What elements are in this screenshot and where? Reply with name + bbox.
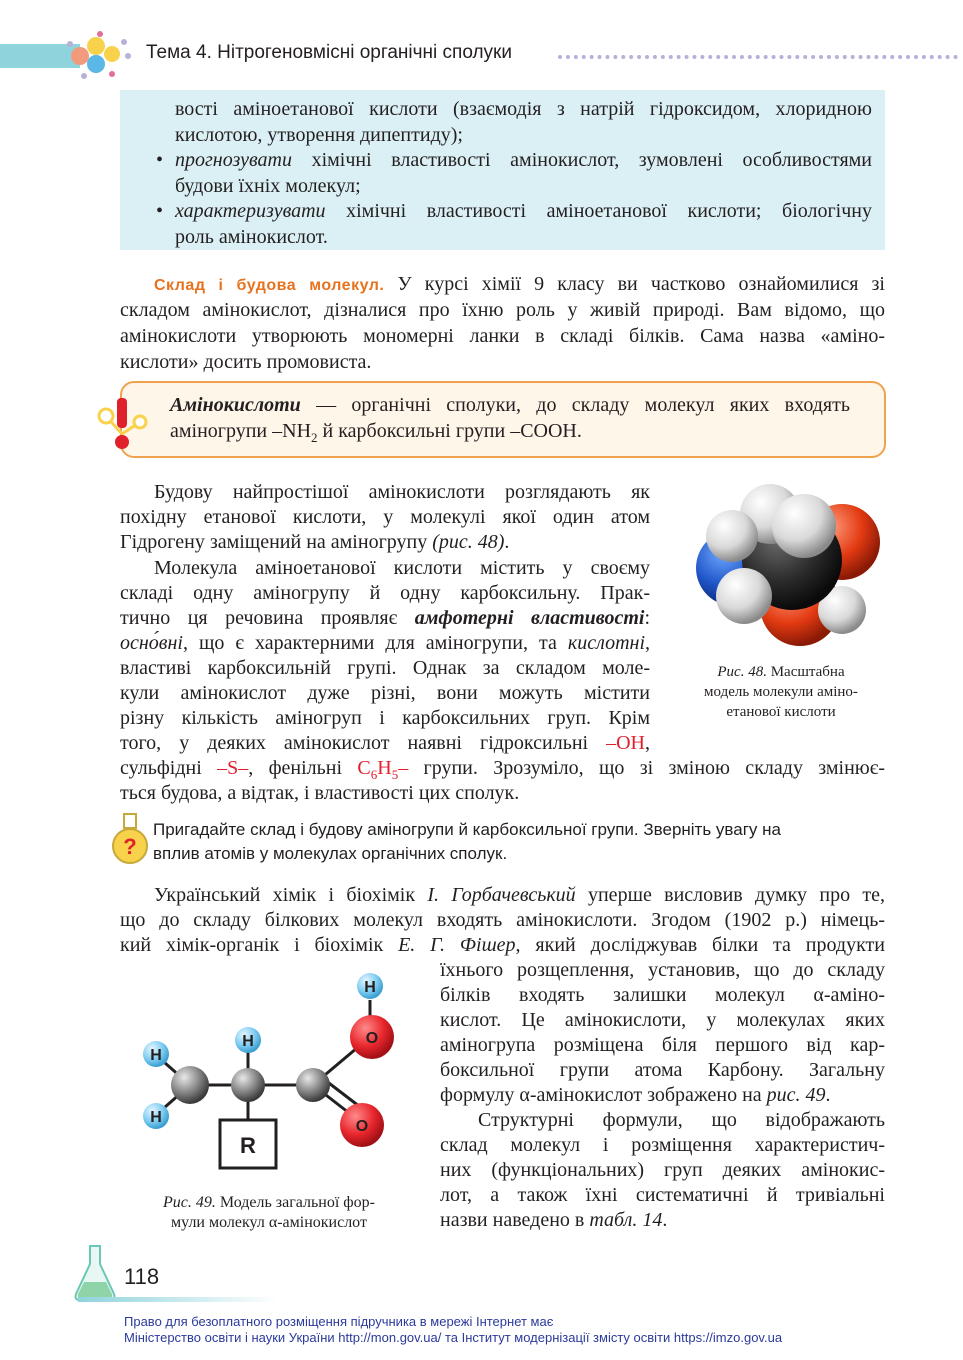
atom-h-label: H: [150, 1047, 162, 1064]
emphasis: прогнозувати: [175, 149, 292, 171]
glycine-space-filling-model: [692, 480, 892, 660]
paragraph-line: складом амінокислот, дізналися про їхню роль у живій природі. Вам відомо, що: [120, 299, 885, 321]
paragraph-line: них (функціональних) груп деяких амінокис-: [440, 1159, 885, 1181]
paragraph-line: Молекула аміноетанової кислоти містить у своєму: [154, 557, 650, 579]
chapter-title: Тема 4. Нітрогеновмісні органічні сполуки: [146, 42, 512, 63]
caption-line: модель молекули аміно-: [704, 684, 858, 700]
text: Український хімік і біохімік: [154, 884, 428, 906]
text: , що є характерними для аміногрупи, та: [182, 632, 568, 654]
amino-acid-general-formula-model: [130, 965, 430, 1175]
recall-line: вплив атомів у молекулах органічних сполук.: [153, 844, 508, 863]
paragraph-line: [120, 529, 509, 555]
paragraph-line: лот, а також їхні систематичні й тривіальні: [440, 1184, 885, 1206]
paragraph-line: похідну етанової кислоти, у молекулі якої один атом: [120, 506, 650, 528]
text: кий хімік-органік і біохімік: [120, 934, 399, 956]
paragraph-line: кислоти» досить промовиста.: [120, 351, 372, 373]
paragraph-line: [120, 730, 650, 756]
paragraph-line: їхнього розщеплення, установив, що до складу: [440, 959, 885, 981]
paragraph-line: ться будова, а відтак, і властивості цих сполук.: [120, 782, 520, 804]
text: :: [644, 607, 650, 629]
atom-o-label: O: [365, 1030, 379, 1047]
text: , який досліджував білки та продукти: [515, 934, 885, 956]
text: ,: [645, 632, 650, 654]
figure-49-caption: [128, 1193, 410, 1233]
footer-bar: [78, 1297, 278, 1302]
atom-h-label: H: [364, 979, 376, 996]
page-number: 118: [124, 1264, 160, 1289]
flask-icon: [74, 1244, 116, 1302]
text: хімічні властивості амінокислот, зумовлені особливостями: [292, 149, 872, 171]
paragraph-line: Будову найпростішої амінокислоти розглядають як: [154, 481, 650, 503]
objectives-line: вості аміноетанової кислоти (взаємодія з натрій гідроксидом, хлоридною: [175, 98, 872, 120]
paragraph-line: склад молекул і розміщення характеристич-: [440, 1134, 885, 1156]
paragraph-line: кислот. Це амінокислоти, у молекулах яких: [440, 1009, 885, 1031]
header-dots: [558, 55, 958, 59]
atom-o-label: O: [355, 1118, 369, 1135]
formula-sulfide: –S–: [217, 757, 249, 779]
recall-line: Пригадайте склад і будову аміногрупи й карбоксильної групи. Зверніть увагу на: [153, 820, 781, 839]
definition-line: [170, 392, 850, 418]
text: .: [504, 531, 510, 553]
atom-h-label: H: [242, 1033, 254, 1050]
emphasis: характеризувати: [175, 200, 326, 222]
paragraph-line: [120, 605, 650, 631]
paragraph-line: Структурні формули, що відображають: [478, 1109, 885, 1131]
paragraph-line: різну кількість аміногруп і карбоксильних груп. Крім: [120, 707, 650, 729]
paragraph-line: складі одну аміногрупу й одну карбоксильну. Прак-: [120, 582, 650, 604]
text: й карбоксильні групи –COOH.: [317, 420, 582, 442]
text: групи. Зрозуміло, що зі зміною складу змінює-: [408, 757, 885, 779]
objectives-line: [175, 147, 872, 173]
text: Модель загальної фор-: [215, 1194, 375, 1211]
caption-line: етанової кислоти: [726, 704, 836, 720]
emphasis: кислотні: [567, 632, 645, 654]
text: .: [662, 1209, 668, 1231]
subscript: 5: [391, 767, 399, 782]
molecule-decor-icon: [60, 28, 140, 84]
subscript: 2: [311, 430, 318, 445]
definition-term: Амінокислоти: [170, 394, 301, 416]
text: , фенільні: [248, 757, 358, 779]
text: ,: [645, 732, 650, 754]
paragraph-line: [120, 932, 885, 958]
figure-label: Рис. 48.: [717, 664, 767, 680]
footer-line: Право для безоплатного розміщення підручника в мережі Інтернет має: [124, 1314, 554, 1329]
text: хімічні властивості аміноетанової кислоти; біологічну: [325, 200, 872, 222]
text: –: [398, 757, 409, 779]
caption-line: [128, 1193, 410, 1213]
text: назви наведено в: [440, 1209, 590, 1231]
figure-48-caption: [672, 662, 890, 722]
text: Гідрогену заміщений на аміногрупу: [120, 531, 433, 553]
figure-ref: (рис. 48): [432, 531, 505, 553]
caption-line: мули молекул α-амінокислот: [171, 1214, 367, 1231]
text: У курсі хімії 9 класу ви частково ознайомилися зі: [397, 273, 885, 295]
bullet: •: [156, 200, 164, 222]
emphasis: осно́вні: [120, 632, 183, 654]
definition-line: [170, 418, 582, 451]
caption-line: [672, 662, 890, 682]
paragraph-line: білків входять залишки молекул α-аміно-: [440, 984, 885, 1006]
text: того, у деяких амінокислот наявні гідроксильні: [120, 732, 607, 754]
person-name: І. Горбачевський: [427, 884, 576, 906]
exclamation-icon: [94, 392, 150, 454]
objectives-line: [175, 198, 872, 224]
paragraph-line: боксильної групи атома Карбону. Загальну: [440, 1059, 885, 1081]
objectives-line: роль амінокислот.: [175, 226, 328, 248]
text: аміногрупи –NH: [170, 420, 312, 442]
bullet: •: [156, 149, 164, 171]
figure-label: Рис. 49.: [163, 1194, 216, 1211]
paragraph-line: амінокислоти утворюють мономерні ланки в складі білків. Сама назва «аміно-: [120, 325, 885, 347]
person-name: Е. Г. Фішер: [398, 934, 516, 956]
flask-question-icon: [110, 812, 150, 866]
emphasis: амфотерні властивості: [414, 607, 645, 629]
paragraph-line: [154, 882, 885, 908]
subscript: 6: [370, 767, 378, 782]
objectives-line: кислотою, утворення дипептиду);: [175, 124, 463, 146]
paragraph-line: аміногрупа розміщена біля першого від кар-: [440, 1034, 885, 1056]
paragraph-line: що до складу білкових молекул входять амінокислоти. Згодом (1902 р.) німець-: [120, 909, 885, 931]
objectives-box: [120, 90, 885, 250]
formula-hydroxyl: –OH: [606, 732, 645, 754]
text: формулу α-амінокислот зображено на: [440, 1084, 767, 1106]
paragraph-line: [120, 630, 650, 656]
text: H: [377, 757, 392, 779]
footer-line: Міністерство освіти і науки України http://mon.gov.ua/ та Інститут модернізації змісту освіти https://imzo.gov.ua: [124, 1330, 783, 1345]
text: .: [825, 1084, 831, 1106]
section-heading: Склад і будова молекул.: [154, 277, 385, 294]
text: тично ця речовина проявляє: [120, 607, 415, 629]
text: — органічні сполуки, до складу молекул яких входять: [300, 394, 850, 416]
atom-h-label: H: [150, 1109, 162, 1126]
paragraph-line: [440, 1082, 831, 1108]
objectives-line: будови їхніх молекул;: [175, 175, 361, 197]
paragraph-line: [154, 271, 885, 299]
table-ref: табл. 14: [589, 1209, 663, 1231]
formula-phenyl: [357, 757, 409, 782]
radical-r-label: R: [240, 1133, 256, 1158]
figure-ref: рис. 49: [766, 1084, 826, 1106]
paragraph-line: [440, 1207, 667, 1233]
paragraph-line: властиві карбоксильній групі. Однак за складом моле-: [120, 657, 650, 679]
text: сульфідні: [120, 757, 218, 779]
svg-text:?: ?: [123, 834, 137, 859]
text: Масштабна: [766, 664, 845, 680]
paragraph-line: кули амінокислот дуже різні, вони можуть містити: [120, 682, 650, 704]
text: C: [357, 757, 371, 779]
text: уперше висловив думку про те,: [575, 884, 886, 906]
